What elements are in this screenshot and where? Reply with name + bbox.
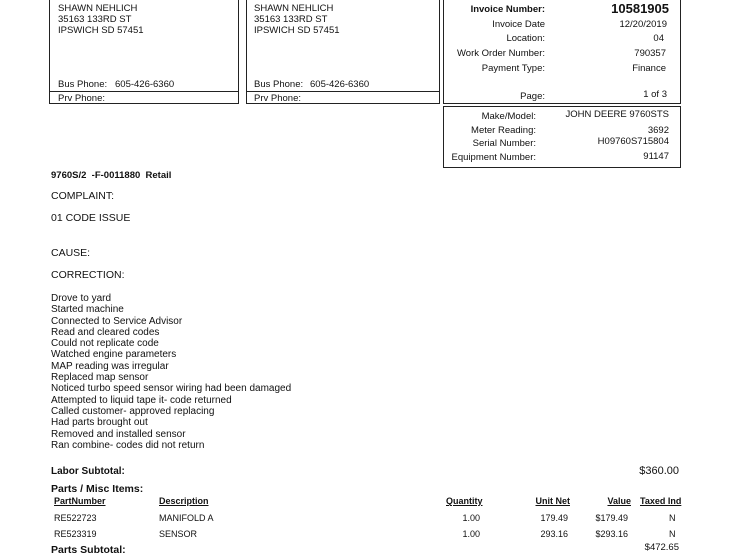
col-header-description: Description [159, 496, 209, 506]
parts-row-part: RE522723 [54, 513, 97, 523]
parts-row-desc: MANIFOLD A [159, 513, 214, 523]
labor-subtotal-label: Labor Subtotal: [51, 466, 125, 477]
parts-row-unit: 179.49 [540, 513, 568, 523]
complaint-label: COMPLAINT: [51, 190, 115, 202]
correction-step: Started machine [51, 304, 124, 316]
parts-row-part: RE523319 [54, 529, 97, 539]
parts-row-unit: 293.16 [540, 529, 568, 539]
correction-step: Removed and installed sensor [51, 428, 186, 440]
bill-to-bus-phone-label: Bus Phone: [58, 79, 108, 90]
ship-to-prv-phone-label: Prv Phone: [254, 93, 301, 104]
location-label: Location: [506, 33, 545, 44]
correction-step: Drove to yard [51, 293, 112, 304]
parts-row-taxed: N [669, 529, 676, 539]
correction-step: Connected to Service Advisor [51, 315, 183, 327]
serial-number-value: H09760S715804 [597, 136, 669, 147]
correction-step: Read and cleared codes [51, 326, 160, 338]
work-order-label: Work Order Number: [457, 48, 545, 59]
parts-row-qty: 1.00 [462, 529, 480, 539]
ship-to-name: SHAWN NEHLICH [254, 3, 334, 14]
invoice-number: 10581905 [611, 1, 669, 16]
correction-steps [51, 293, 291, 451]
parts-subtotal-label: Parts Subtotal: [51, 544, 126, 556]
parts-row-desc: SENSOR [159, 529, 198, 539]
col-header-part-number: PartNumber [54, 496, 106, 506]
job-heading: 9760S/2 -F-0011880 Retail [51, 170, 172, 181]
meter-reading-value: 3692 [647, 125, 669, 136]
correction-step: Called customer- approved replacing [51, 405, 215, 417]
ship-to-bus-phone: 605-426-6360 [310, 79, 370, 90]
make-model-label: Make/Model: [481, 111, 536, 122]
complaint-text: 01 CODE ISSUE [51, 212, 131, 224]
ship-to-bus-phone-label: Bus Phone: [254, 79, 304, 90]
correction-label: CORRECTION: [51, 269, 125, 281]
correction-step: Had parts brought out [51, 417, 148, 429]
col-header-taxed-ind: Taxed Ind [640, 496, 682, 506]
invoice-number-label: Invoice Number: [470, 4, 545, 15]
correction-step: Noticed turbo speed sensor wiring had been damaged [51, 383, 292, 395]
payment-type-value: Finance [632, 63, 666, 74]
correction-step: Ran combine- codes did not return [51, 439, 205, 451]
bill-to-divider [49, 91, 238, 92]
parts-row-taxed: N [669, 513, 676, 523]
bill-to-city: IPSWICH SD 57451 [58, 25, 144, 36]
invoice-date-label: Invoice Date [492, 19, 545, 30]
page-label: Page: [520, 91, 545, 102]
page-value: 1 of 3 [643, 89, 667, 100]
correction-step: Replaced map sensor [51, 372, 149, 384]
correction-step: MAP reading was irregular [51, 360, 169, 372]
equipment-number-label: Equipment Number: [451, 152, 536, 163]
parts-subtotal-value: $472.65 [644, 542, 679, 553]
bill-to-street: 35163 133RD ST [58, 14, 132, 25]
correction-step: Attempted to liquid tape it- code returned [51, 394, 232, 406]
location-value: 04 [653, 33, 664, 44]
bill-to-prv-phone-label: Prv Phone: [58, 93, 105, 104]
meter-reading-label: Meter Reading: [471, 125, 536, 136]
cause-label: CAUSE: [51, 247, 91, 259]
invoice-date: 12/20/2019 [619, 19, 667, 30]
work-order-value: 790357 [634, 48, 666, 59]
correction-step: Watched engine parameters [51, 349, 177, 361]
parts-heading: Parts / Misc Items: [51, 483, 144, 495]
parts-row-value: $179.49 [595, 513, 628, 523]
bill-to-name: SHAWN NEHLICH [58, 3, 138, 14]
labor-subtotal-value: $360.00 [639, 465, 679, 477]
equipment-number-value: 91147 [643, 151, 669, 162]
ship-to-street: 35163 133RD ST [254, 14, 328, 25]
parts-row-qty: 1.00 [462, 513, 480, 523]
correction-step: Could not replicate code [51, 338, 159, 350]
col-header-quantity: Quantity [446, 496, 483, 506]
make-model-value: JOHN DEERE 9760STS [565, 109, 669, 120]
bill-to-bus-phone: 605-426-6360 [115, 79, 175, 90]
col-header-value: Value [607, 496, 631, 506]
ship-to-city: IPSWICH SD 57451 [254, 25, 340, 36]
col-header-unit-net: Unit Net [535, 496, 570, 506]
ship-to-divider [246, 91, 439, 92]
parts-row-value: $293.16 [595, 529, 628, 539]
serial-number-label: Serial Number: [472, 138, 536, 149]
payment-type-label: Payment Type: [481, 63, 545, 74]
